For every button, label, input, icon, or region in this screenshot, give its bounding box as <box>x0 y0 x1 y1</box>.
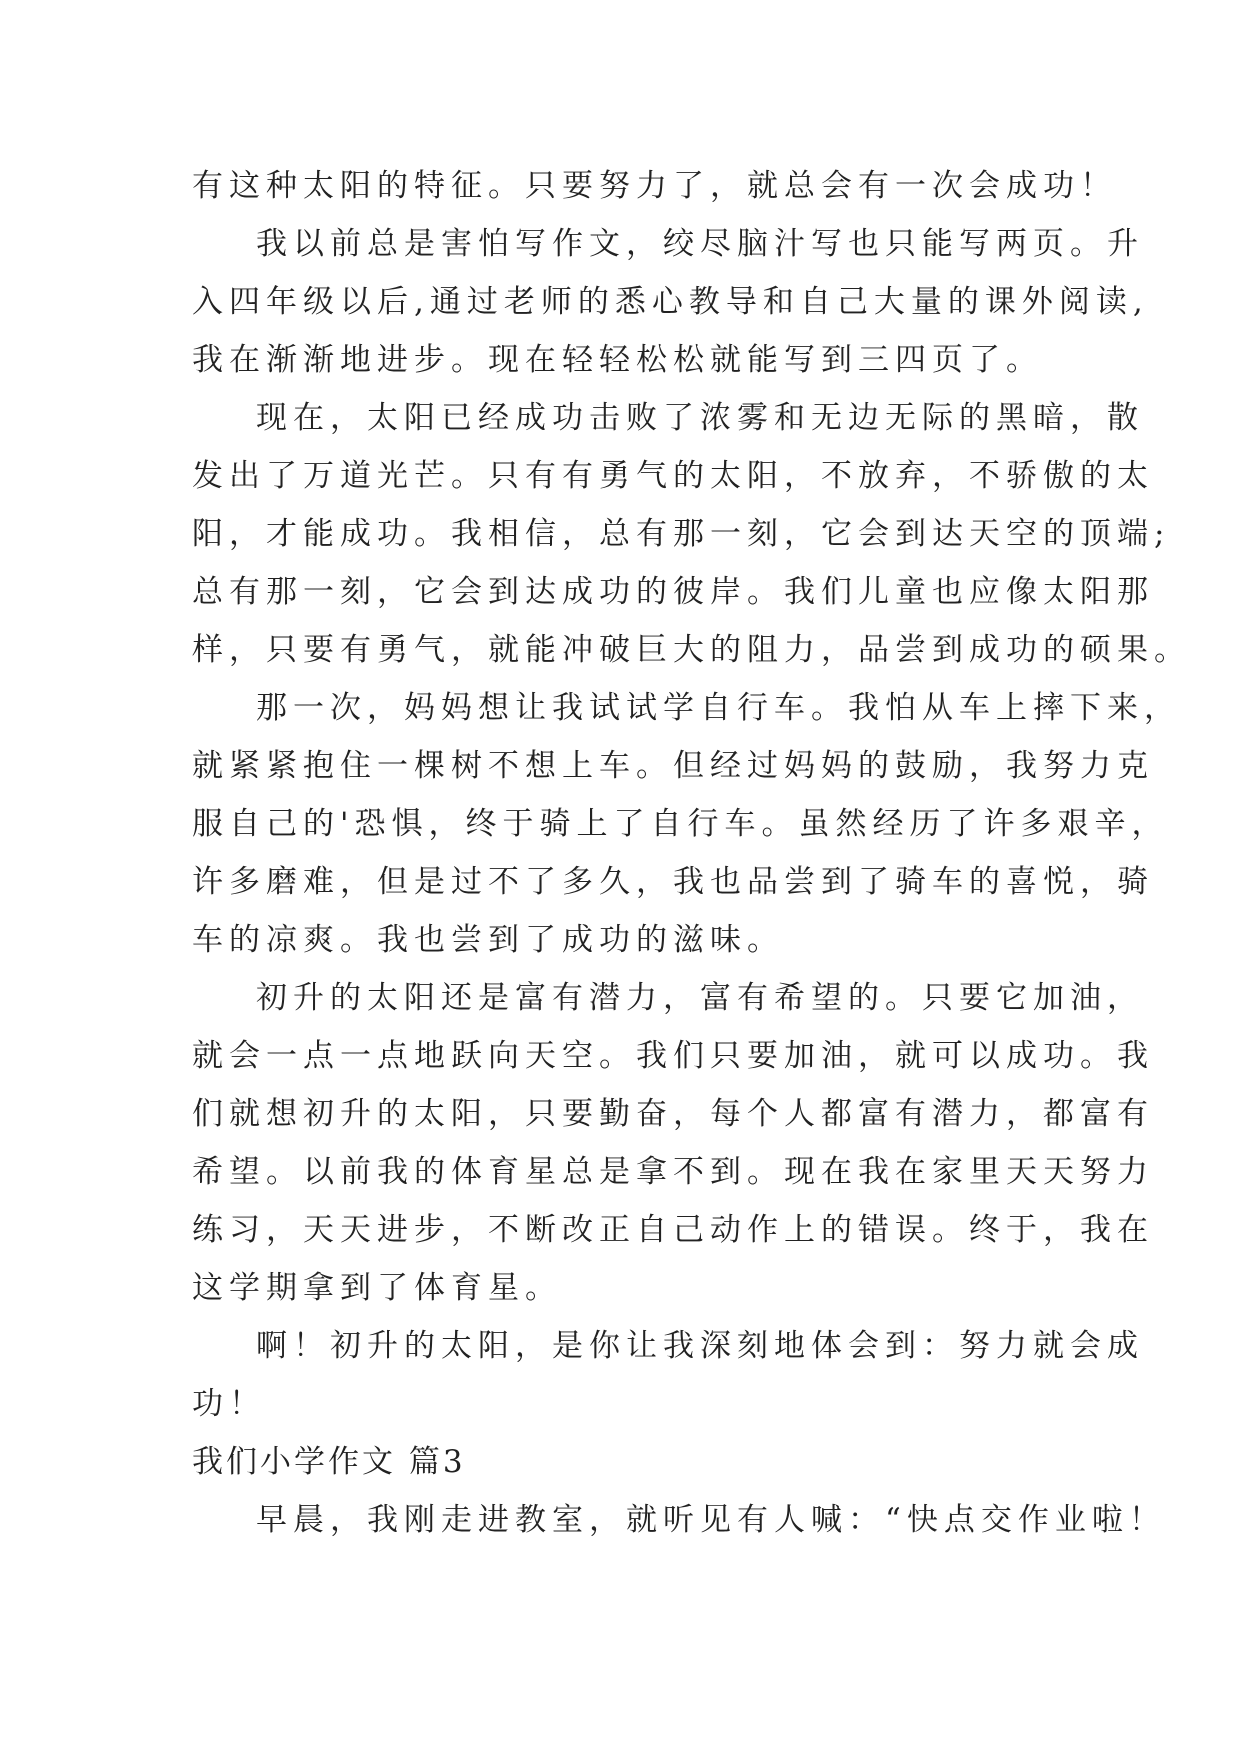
text-line: 们就想初升的太阳，只要勤奋，每个人都富有潜力，都富有 <box>192 1096 1154 1132</box>
section-heading: 我们小学作文 篇3 <box>192 1444 466 1480</box>
text-line: 许多磨难，但是过不了多久，我也品尝到了骑车的喜悦，骑 <box>192 864 1154 900</box>
paragraph-start-line: 我以前总是害怕写作文，绞尽脑汁写也只能写两页。升 <box>256 226 1144 262</box>
text-line: 入四年级以后,通过老师的悉心教导和自己大量的课外阅读, <box>192 284 1149 320</box>
text-line: 就紧紧抱住一棵树不想上车。但经过妈妈的鼓励，我努力克 <box>192 748 1154 784</box>
text-line: 有这种太阳的特征。只要努力了，就总会有一次会成功！ <box>192 168 1117 204</box>
text-line: 希望。以前我的体育星总是拿不到。现在我在家里天天努力 <box>192 1154 1154 1190</box>
text-line: 样，只要有勇气，就能冲破巨大的阻力，品尝到成功的硕果。 <box>192 632 1191 668</box>
paragraph-start-line: 那一次，妈妈想让我试试学自行车。我怕从车上摔下来， <box>256 690 1181 726</box>
text-line: 我在渐渐地进步。现在轻轻松松就能写到三四页了。 <box>192 342 1043 378</box>
paragraph-start-line: 初升的太阳还是富有潜力，富有希望的。只要它加油， <box>256 980 1144 1016</box>
text-line: 阳，才能成功。我相信，总有那一刻，它会到达天空的顶端; <box>192 516 1171 552</box>
text-line: 服自己的'恐惧，终于骑上了自行车。虽然经历了许多艰辛， <box>192 806 1169 842</box>
text-line: 功！ <box>192 1386 266 1422</box>
text-line: 发出了万道光芒。只有有勇气的太阳，不放弃，不骄傲的太 <box>192 458 1154 494</box>
paragraph-start-line: 早晨，我刚走进教室，就听见有人喊：“快点交作业啦！ <box>256 1502 1166 1538</box>
paragraph-start-line: 啊！初升的太阳，是你让我深刻地体会到：努力就会成 <box>256 1328 1144 1364</box>
paragraph-start-line: 现在，太阳已经成功击败了浓雾和无边无际的黑暗，散 <box>256 400 1144 436</box>
text-line: 这学期拿到了体育星。 <box>192 1270 562 1306</box>
text-line: 就会一点一点地跃向天空。我们只要加油，就可以成功。我 <box>192 1038 1154 1074</box>
text-line: 练习，天天进步，不断改正自己动作上的错误。终于，我在 <box>192 1212 1154 1248</box>
text-line: 总有那一刻，它会到达成功的彼岸。我们儿童也应像太阳那 <box>192 574 1154 610</box>
text-line: 车的凉爽。我也尝到了成功的滋味。 <box>192 922 784 958</box>
